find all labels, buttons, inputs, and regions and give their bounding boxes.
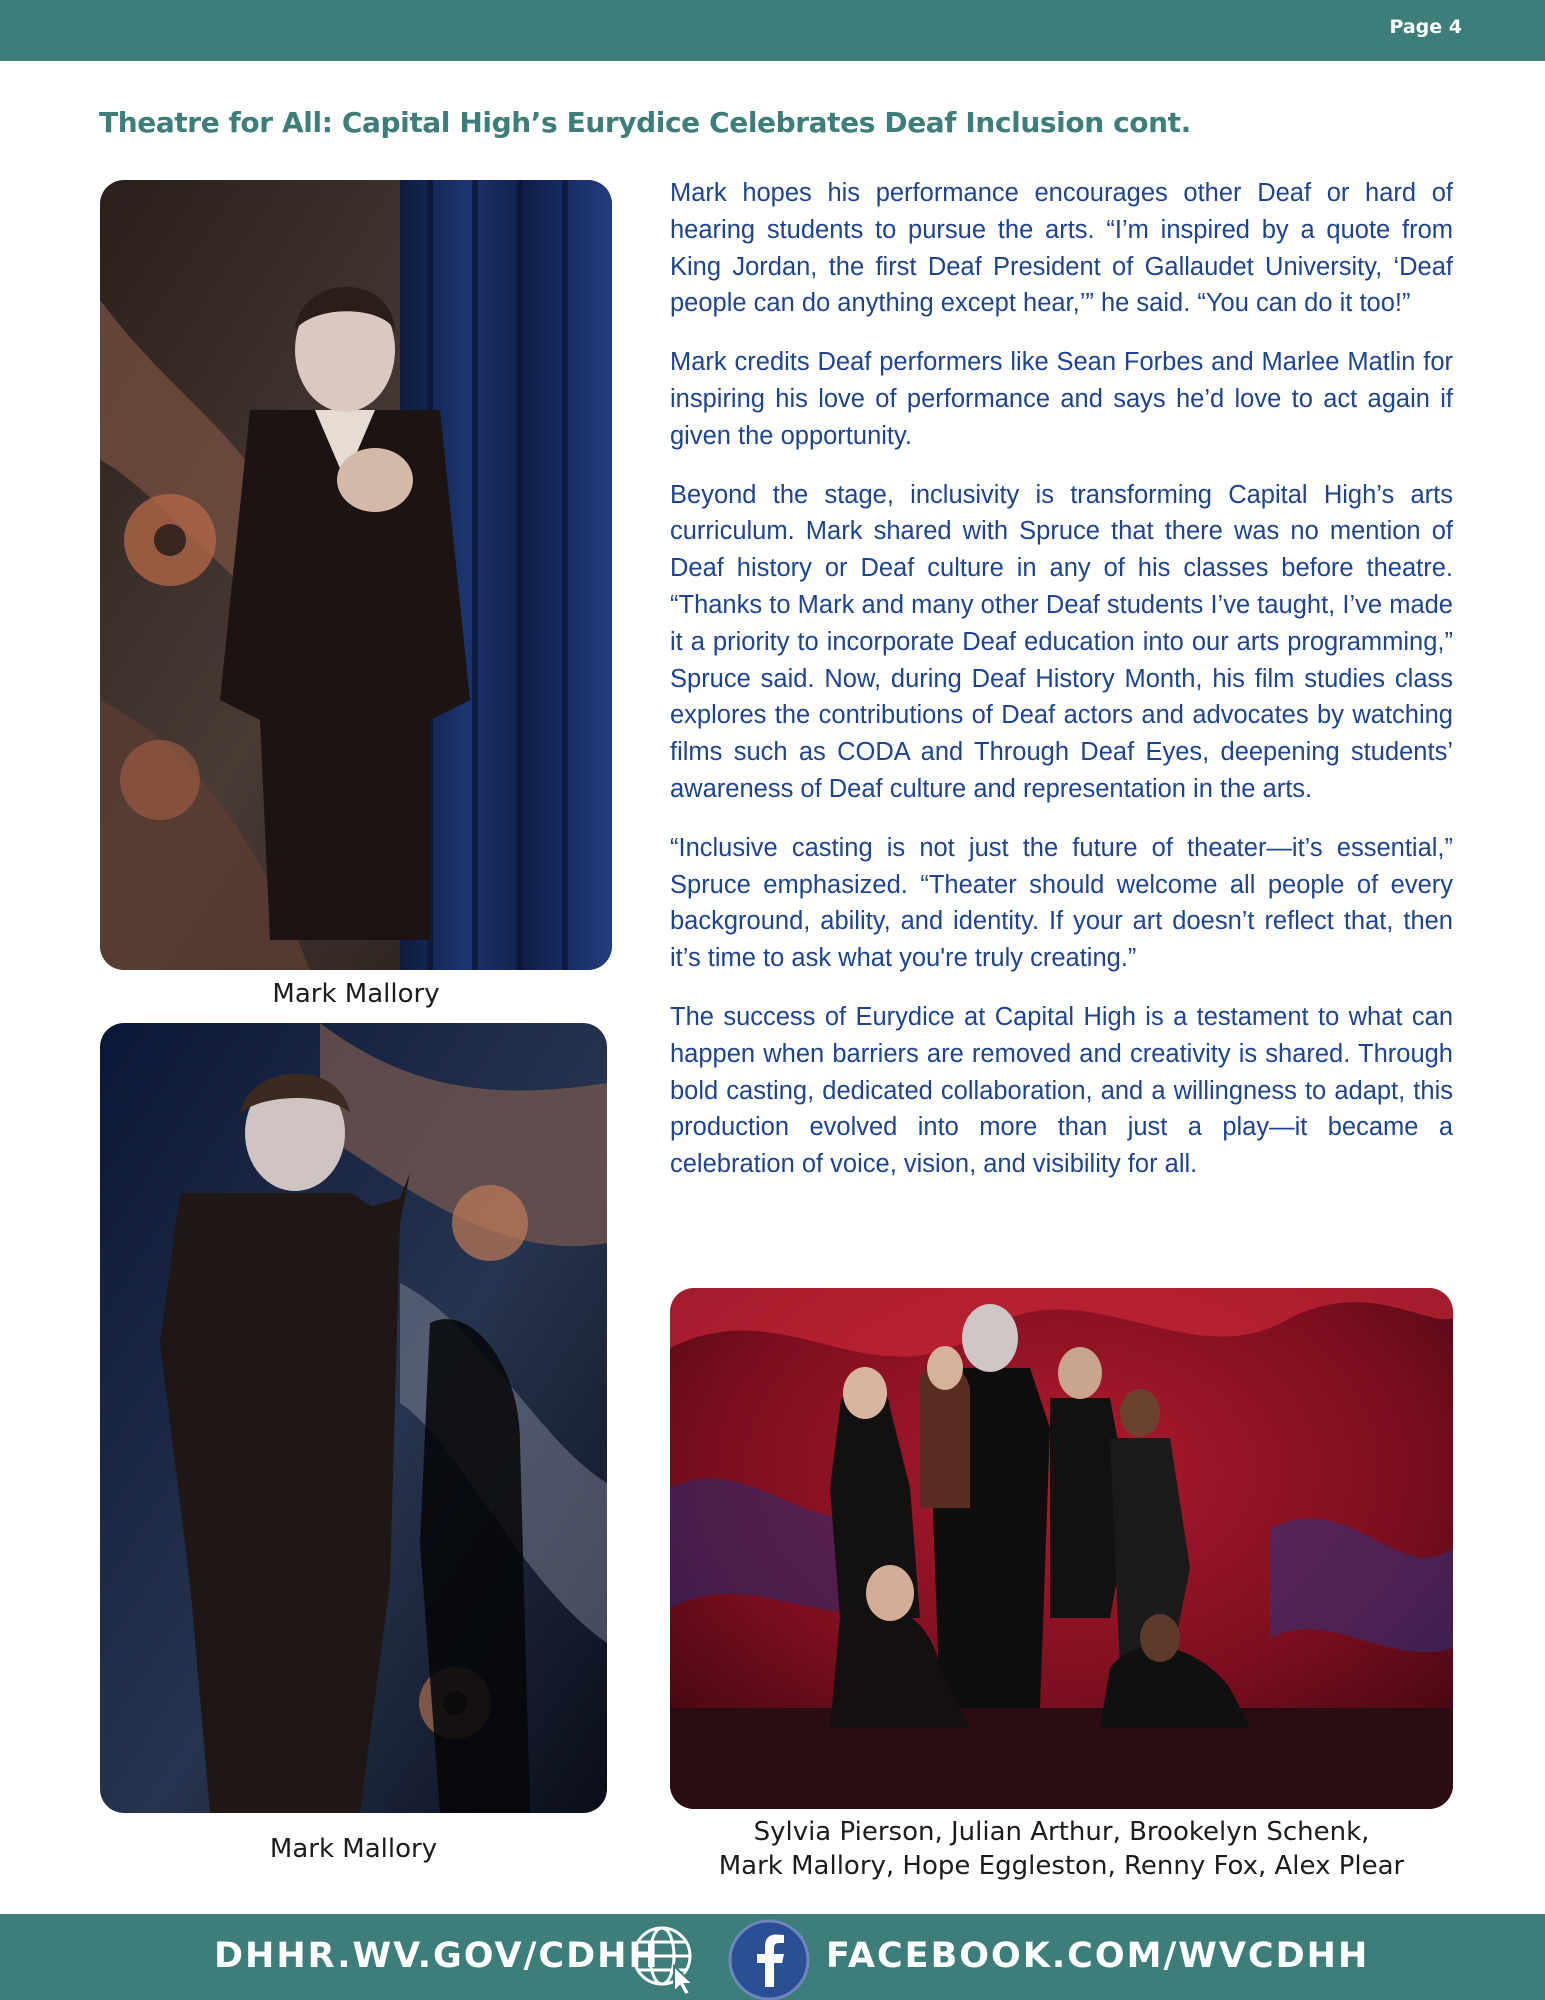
paragraph: The success of Eurydice at Capital High is a testament to what can happen when barriers are removed and creativity is shared. Through bold casting, dedicated collaboration, and a willingness to adapt, this production evolved into more than just a play—it became a celebration of voice, vision, and visibility for all. bbox=[670, 1002, 1453, 1179]
caption-line: Sylvia Pierson, Julian Arthur, Brookelyn Schenk, bbox=[753, 1817, 1370, 1847]
facebook-link[interactable]: FACEBOOK.COM/WVCDHH bbox=[826, 1936, 1370, 1976]
caption-line: Mark Mallory, Hope Eggleston, Renny Fox, Alex Plear bbox=[718, 1851, 1405, 1881]
photo1-caption: Mark Mallory bbox=[272, 979, 440, 1009]
paragraph: Mark hopes his performance encourages other Deaf or hard of hearing students to pursue the arts. “I’m inspired by a quote from King Jordan, the first Deaf President of Gallaudet University, ‘Deaf people can do anything except hear,’” he said. “You can do it too!” bbox=[670, 179, 1453, 318]
photo3-caption bbox=[670, 1815, 1453, 1883]
article-body bbox=[670, 175, 1453, 1205]
facebook-icon bbox=[728, 1919, 810, 2000]
paragraph: “Inclusive casting is not just the future of theater—it’s essential,” Spruce emphasized. “Theater should welcome all people of every background, ability, and identity. If your art doesn’t reflect that, then it’s time to ask what you're truly creating.” bbox=[670, 833, 1453, 973]
website-link[interactable]: DHHR.WV.GOV/CDHH bbox=[214, 1936, 660, 1976]
photo-cast-group bbox=[670, 1288, 1453, 1809]
photo-mark-mallory-pointing bbox=[100, 1023, 607, 1813]
footer-banner bbox=[0, 1914, 1545, 2000]
article-title: Theatre for All: Capital High’s Eurydice Celebrates Deaf Inclusion cont. bbox=[99, 106, 1191, 139]
paragraph: Mark credits Deaf performers like Sean Forbes and Marlee Matlin for inspiring his love of performance and says he’d love to act again if given the opportunity. bbox=[670, 348, 1453, 450]
globe-cursor-icon bbox=[628, 1922, 702, 1996]
top-banner bbox=[0, 0, 1545, 61]
page-number: Page 4 bbox=[1389, 16, 1462, 38]
paragraph: Beyond the stage, inclusivity is transforming Capital High’s arts curriculum. Mark shared with Spruce that there was no mention of Deaf history or Deaf culture in any of his classes before theatre. “Thanks to Mark and many other Deaf students I’ve taught, I’ve made it a priority to incorporate Deaf education into our arts programming,” Spruce said. Now, during Deaf History Month, his film studies class explores the contributions of Deaf actors and advocates by watching films such as CODA and Through Deaf Eyes, deepening students’ awareness of Deaf culture and representation in the arts. bbox=[670, 480, 1453, 803]
photo2-caption: Mark Mallory bbox=[269, 1834, 438, 1864]
photo-mark-mallory-signing bbox=[100, 180, 612, 970]
